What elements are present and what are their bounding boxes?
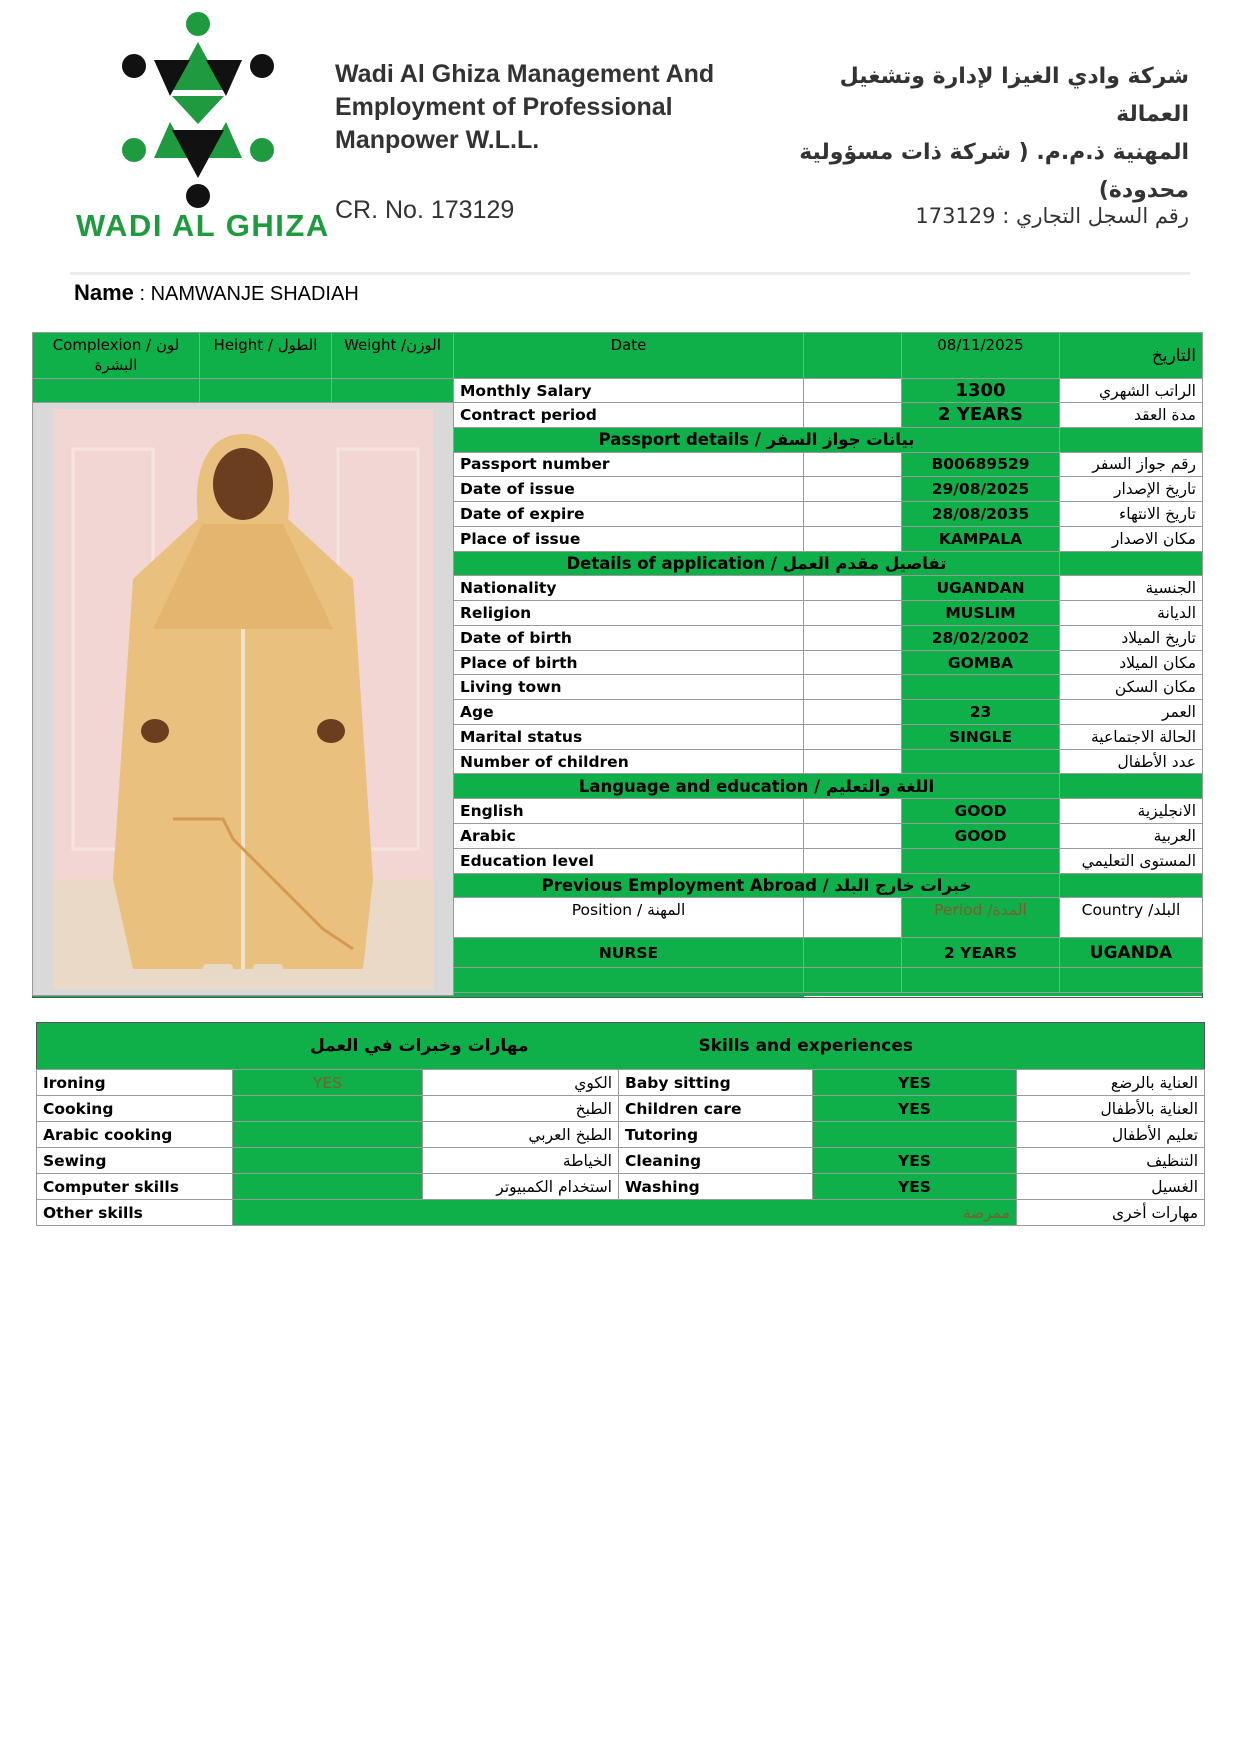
cv-main-table xyxy=(32,332,1203,998)
dob-label: Date of birth xyxy=(454,625,804,650)
english-label: English xyxy=(454,799,804,824)
date-label-ar: التاريخ xyxy=(1060,333,1203,379)
blank-cell xyxy=(1060,427,1203,452)
skill-arabic-cooking-value xyxy=(233,1122,423,1148)
skill-washing-label: Washing xyxy=(619,1174,813,1200)
date-value: 08/11/2025 xyxy=(902,333,1060,379)
religion-value: MUSLIM xyxy=(902,601,1060,626)
skill-sewing-label-ar: الخياطة xyxy=(423,1148,619,1174)
skill-washing-value: YES xyxy=(813,1174,1017,1200)
weight-header: Weight /الوزن xyxy=(332,333,454,379)
skill-childcare-label-ar: العناية بالأطفال xyxy=(1017,1096,1205,1122)
skill-sewing-label: Sewing xyxy=(37,1148,233,1174)
company-name-ar: شركة وادي الغيزا لإدارة وتشغيل العمالة المهنية ذ.م.م. ( شركة ذات مسؤولية محدودة) xyxy=(799,64,1189,203)
education-label: Education level xyxy=(454,848,804,873)
skill-cooking-value xyxy=(233,1096,423,1122)
skill-babysitting-label-ar: العناية بالرضع xyxy=(1017,1070,1205,1096)
complexion-value xyxy=(33,379,200,403)
skill-babysitting-value: YES xyxy=(813,1070,1017,1096)
skill-cleaning-value: YES xyxy=(813,1148,1017,1174)
skill-arabic-cooking-label-ar: الطبخ العربي xyxy=(423,1122,619,1148)
blank-cell xyxy=(804,379,902,403)
arabic-label: Arabic xyxy=(454,824,804,849)
nationality-value: UGANDAN xyxy=(902,576,1060,601)
skills-title-ar: مهارات وخبرات في العمل xyxy=(37,1023,619,1070)
salary-label-ar: الراتب الشهري xyxy=(1060,379,1203,403)
blank-cell xyxy=(804,824,902,849)
skill-other-value: ممرضة xyxy=(233,1200,1017,1226)
cr-number-ar: رقم السجل التجاري : 173129 xyxy=(915,204,1189,228)
photo-cell xyxy=(33,403,454,996)
living-town-value xyxy=(902,675,1060,700)
position-header: Position / المهنة xyxy=(454,898,804,937)
complexion-header: Complexion / لون البشرة xyxy=(33,333,200,379)
dob-label-ar: تاريخ الميلاد xyxy=(1060,625,1203,650)
skill-tutoring-label-ar: تعليم الأطفال xyxy=(1017,1122,1205,1148)
skill-cooking-label-ar: الطبخ xyxy=(423,1096,619,1122)
place-of-issue-label: Place of issue xyxy=(454,526,804,551)
education-label-ar: المستوى التعليمي xyxy=(1060,848,1203,873)
english-value: GOOD xyxy=(902,799,1060,824)
place-of-birth-value: GOMBA xyxy=(902,650,1060,675)
blank-cell xyxy=(804,724,902,749)
blank-cell xyxy=(804,403,902,428)
skill-arabic-cooking-label: Arabic cooking xyxy=(37,1122,233,1148)
blank-cell xyxy=(804,502,902,527)
nationality-label-ar: الجنسية xyxy=(1060,576,1203,601)
position-value: NURSE xyxy=(454,937,804,968)
blank-cell xyxy=(804,333,902,379)
filler-row xyxy=(33,996,804,998)
issue-date-label: Date of issue xyxy=(454,477,804,502)
passport-section-header: Passport details / بيانات جواز السفر xyxy=(454,427,1060,452)
header-divider xyxy=(70,272,1190,275)
blank-cell xyxy=(804,675,902,700)
skill-ironing-label: Ironing xyxy=(37,1070,233,1096)
marital-status-label: Marital status xyxy=(454,724,804,749)
english-label-ar: الانجليزية xyxy=(1060,799,1203,824)
living-town-label: Living town xyxy=(454,675,804,700)
employment-section-header: Previous Employment Abroad / خبرات خارج البلد xyxy=(454,873,1060,898)
marital-status-label-ar: الحالة الاجتماعية xyxy=(1060,724,1203,749)
height-value xyxy=(200,379,332,403)
language-section-header: Language and education / اللغة والتعليم xyxy=(454,774,1060,799)
candidate-photo xyxy=(53,409,433,989)
date-label: Date xyxy=(454,333,804,379)
contract-label-ar: مدة العقد xyxy=(1060,403,1203,428)
period-value: 2 YEARS xyxy=(902,937,1060,968)
blank-cell xyxy=(804,477,902,502)
place-of-issue-label-ar: مكان الاصدار xyxy=(1060,526,1203,551)
salary-value: 1300 xyxy=(902,379,1060,403)
skill-cleaning-label-ar: التنظيف xyxy=(1017,1148,1205,1174)
religion-label-ar: الديانة xyxy=(1060,601,1203,626)
living-town-label-ar: مكان السكن xyxy=(1060,675,1203,700)
skill-tutoring-value xyxy=(813,1122,1017,1148)
skill-sewing-value xyxy=(233,1148,423,1174)
passport-number-label: Passport number xyxy=(454,452,804,477)
education-value xyxy=(902,848,1060,873)
age-label: Age xyxy=(454,700,804,725)
company-name-en: Wadi Al Ghiza Management And Employment of Professional Manpower W.L.L. xyxy=(335,60,715,154)
place-of-issue-value: KAMPALA xyxy=(902,526,1060,551)
blank-cell xyxy=(1060,774,1203,799)
children-label-ar: عدد الأطفال xyxy=(1060,749,1203,774)
candidate-name xyxy=(74,280,359,306)
age-label-ar: العمر xyxy=(1060,700,1203,725)
contract-label: Contract period xyxy=(454,403,804,428)
name-value: : NAMWANJE SHADIAH xyxy=(139,283,359,305)
expiry-date-value: 28/08/2035 xyxy=(902,502,1060,527)
country-value: UGANDA xyxy=(1060,937,1203,968)
children-value xyxy=(902,749,1060,774)
blank-cell xyxy=(804,576,902,601)
arabic-value: GOOD xyxy=(902,824,1060,849)
salary-label: Monthly Salary xyxy=(454,379,804,403)
marital-status-value: SINGLE xyxy=(902,724,1060,749)
skill-ironing-label-ar: الكوي xyxy=(423,1070,619,1096)
age-value: 23 xyxy=(902,700,1060,725)
issue-date-value: 29/08/2025 xyxy=(902,477,1060,502)
blank-cell xyxy=(804,650,902,675)
blank-cell xyxy=(804,968,902,993)
blank-cell xyxy=(1060,873,1203,898)
blank-cell xyxy=(804,526,902,551)
skills-table xyxy=(36,1022,1205,1226)
contract-value: 2 YEARS xyxy=(902,403,1060,428)
blank-cell xyxy=(804,848,902,873)
blank-cell xyxy=(804,700,902,725)
skill-other-label: Other skills xyxy=(37,1200,233,1226)
application-section-header: Details of application / تفاصيل مقدم العمل xyxy=(454,551,1060,576)
skill-babysitting-label: Baby sitting xyxy=(619,1070,813,1096)
blank-cell xyxy=(804,452,902,477)
cr-number-en: CR. No. 173129 xyxy=(335,196,515,224)
logo-wordmark: WADI AL GHIZA xyxy=(76,208,330,243)
skill-other-label-ar: مهارات أخرى xyxy=(1017,1200,1205,1226)
issue-date-label-ar: تاريخ الإصدار xyxy=(1060,477,1203,502)
passport-number-label-ar: رقم جواز السفر xyxy=(1060,452,1203,477)
religion-label: Religion xyxy=(454,601,804,626)
blank-cell xyxy=(804,898,902,937)
blank-cell xyxy=(1060,551,1203,576)
skill-computer-label: Computer skills xyxy=(37,1174,233,1200)
place-of-birth-label: Place of birth xyxy=(454,650,804,675)
candidate-photo-icon xyxy=(53,409,433,989)
place-of-birth-label-ar: مكان الميلاد xyxy=(1060,650,1203,675)
skill-childcare-value: YES xyxy=(813,1096,1017,1122)
blank-cell xyxy=(454,968,804,993)
skill-childcare-label: Children care xyxy=(619,1096,813,1122)
skills-title-en: Skills and experiences xyxy=(619,1023,1205,1070)
passport-number-value: B00689529 xyxy=(902,452,1060,477)
skill-cooking-label: Cooking xyxy=(37,1096,233,1122)
skill-computer-value xyxy=(233,1174,423,1200)
blank-cell xyxy=(1060,968,1203,993)
country-header: Country /البلد xyxy=(1060,898,1203,937)
skill-tutoring-label: Tutoring xyxy=(619,1122,813,1148)
blank-cell xyxy=(902,968,1060,993)
weight-value xyxy=(332,379,454,403)
period-header: Period /المدة xyxy=(902,898,1060,937)
arabic-label-ar: العربية xyxy=(1060,824,1203,849)
dob-value: 28/02/2002 xyxy=(902,625,1060,650)
expiry-date-label: Date of expire xyxy=(454,502,804,527)
skill-cleaning-label: Cleaning xyxy=(619,1148,813,1174)
skill-washing-label-ar: الغسيل xyxy=(1017,1174,1205,1200)
height-header: Height / الطول xyxy=(200,333,332,379)
nationality-label: Nationality xyxy=(454,576,804,601)
children-label: Number of children xyxy=(454,749,804,774)
blank-cell xyxy=(804,625,902,650)
name-label: Name xyxy=(74,280,134,305)
blank-cell xyxy=(804,749,902,774)
blank-cell xyxy=(804,799,902,824)
skill-computer-label-ar: استخدام الكمبيوتر xyxy=(423,1174,619,1200)
expiry-date-label-ar: تاريخ الانتهاء xyxy=(1060,502,1203,527)
blank-cell xyxy=(804,601,902,626)
skill-ironing-value: YES xyxy=(233,1070,423,1096)
blank-cell xyxy=(804,937,902,968)
company-logo-icon xyxy=(112,10,284,210)
